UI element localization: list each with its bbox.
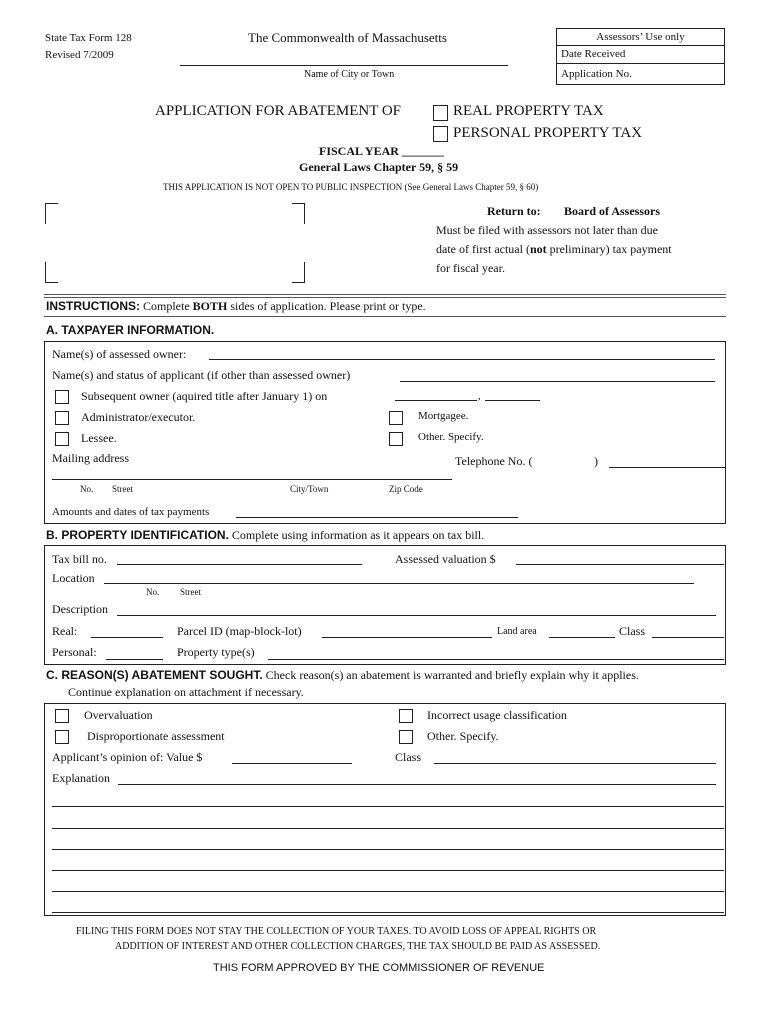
instructions-rule-top [44, 294, 726, 295]
owner-names-label: Name(s) of assessed owner: [52, 347, 187, 361]
mailing-address-label: Mailing address [52, 451, 129, 465]
personal-label: Personal: [52, 645, 97, 659]
address-zip-label: Zip Code [389, 484, 423, 494]
explanation-line-6[interactable] [52, 891, 724, 892]
instructions-text-b: sides of application. Please print or type. [227, 299, 426, 313]
section-c-continue: Continue explanation on attachment if necessary. [68, 685, 304, 699]
owner-names-line[interactable] [209, 359, 715, 360]
application-no-label: Application No. [561, 68, 632, 80]
return-to-label: Return to: [487, 204, 541, 218]
mortgagee-checkbox[interactable] [389, 411, 403, 425]
overvaluation-label: Overvaluation [84, 708, 153, 722]
other-specify-c-checkbox[interactable] [399, 730, 413, 744]
instructions-rule-bottom [44, 316, 726, 317]
amounts-dates-line[interactable] [236, 517, 518, 518]
not-open-notice: THIS APPLICATION IS NOT OPEN TO PUBLIC INSPECTION (See General Laws Chapter 59, § 60) [163, 182, 539, 192]
instructions [46, 299, 426, 314]
description-line[interactable] [117, 615, 716, 616]
date-received-label: Date Received [561, 48, 626, 60]
class-c-line[interactable] [434, 763, 716, 764]
other-specify-a-label: Other. Specify. [418, 431, 484, 443]
footer-warning-line1: FILING THIS FORM DOES NOT STAY THE COLLECTION OF YOUR TAXES. TO AVOID LOSS OF APPEAL RIGHTS OR [76, 926, 597, 937]
land-area-label: Land area [497, 626, 537, 637]
applicant-names-label: Name(s) and status of applicant (if other than assessed owner) [52, 368, 351, 382]
mortgagee-label: Mortgagee. [418, 410, 469, 422]
amounts-dates-label: Amounts and dates of tax payments [52, 506, 210, 518]
address-corner-top-left [45, 203, 58, 224]
section-c-heading: C. REASON(S) ABATEMENT SOUGHT. [46, 668, 263, 682]
footer-approved: THIS FORM APPROVED BY THE COMMISSIONER OF REVENUE [213, 962, 545, 974]
real-line[interactable] [91, 637, 163, 638]
applicant-names-line[interactable] [400, 381, 715, 382]
real-property-label: REAL PROPERTY TAX [453, 103, 604, 119]
return-note-line1: Must be filed with assessors not later than due [436, 223, 658, 237]
section-c-heading-row [46, 668, 639, 683]
city-name-line[interactable] [180, 65, 508, 66]
address-no-label: No. [80, 484, 94, 494]
application-title: APPLICATION FOR ABATEMENT OF [155, 103, 402, 119]
personal-line[interactable] [106, 659, 163, 660]
parcel-id-line[interactable] [322, 637, 492, 638]
address-corner-bottom-left [45, 262, 58, 283]
administrator-checkbox[interactable] [55, 411, 69, 425]
incorrect-usage-label: Incorrect usage classification [427, 708, 567, 722]
address-corner-top-right [292, 203, 305, 224]
general-laws: General Laws Chapter 59, § 59 [299, 160, 459, 174]
assessors-use-title: Assessors’ Use only [557, 29, 724, 46]
return-note-line2-b: preliminary) tax payment [546, 242, 672, 256]
telephone-close-paren: ) [594, 454, 598, 468]
other-specify-a-checkbox[interactable] [389, 432, 403, 446]
mailing-address-line[interactable] [52, 479, 452, 480]
footer-warning-line2: ADDITION OF INTEREST AND OTHER COLLECTION CHARGES, THE TAX SHOULD BE PAID AS ASSESSED. [115, 941, 601, 952]
instructions-both: BOTH [192, 299, 228, 313]
personal-property-label: PERSONAL PROPERTY TAX [453, 125, 643, 141]
instructions-rule-top-2 [44, 297, 726, 298]
tax-bill-line[interactable] [117, 564, 362, 565]
explanation-label: Explanation [52, 771, 110, 785]
incorrect-usage-checkbox[interactable] [399, 709, 413, 723]
property-types-line[interactable] [268, 659, 724, 660]
class-b-line[interactable] [652, 637, 724, 638]
lessee-label: Lessee. [81, 431, 117, 445]
applicant-opinion-label: Applicant’s opinion of: Value $ [52, 750, 203, 764]
address-street-label: Street [112, 484, 133, 494]
assessed-valuation-line[interactable] [516, 564, 724, 565]
administrator-label: Administrator/executor. [81, 410, 196, 424]
commonwealth-title: The Commonwealth of Massachusetts [248, 30, 447, 45]
lessee-checkbox[interactable] [55, 432, 69, 446]
opinion-value-line[interactable] [232, 763, 352, 764]
section-c-note: Check reason(s) an abatement is warranted and briefly explain why it applies. [262, 668, 639, 682]
section-b-heading-row [46, 528, 484, 543]
fiscal-year: FISCAL YEAR _______ [319, 144, 444, 158]
revised-date: Revised 7/2009 [45, 49, 114, 61]
subsequent-owner-label: Subsequent owner (aquired title after January 1) on [81, 389, 328, 403]
return-note-line2-a: date of first actual ( [436, 242, 530, 256]
assessors-box-divider [557, 63, 724, 64]
return-note-line3: for fiscal year. [436, 261, 505, 275]
telephone-line[interactable] [609, 467, 725, 468]
subsequent-owner-date-line[interactable] [395, 400, 477, 401]
description-label: Description [52, 602, 108, 616]
parcel-id-label: Parcel ID (map-block-lot) [177, 624, 302, 638]
subsequent-owner-comma: , [478, 390, 481, 402]
tax-bill-label: Tax bill no. [52, 552, 107, 566]
other-specify-c-label: Other. Specify. [427, 729, 499, 743]
assessors-use-box [556, 28, 725, 85]
section-b-heading: B. PROPERTY IDENTIFICATION. [46, 528, 229, 542]
instructions-text-a: Complete [140, 299, 193, 313]
location-label: Location [52, 571, 95, 585]
explanation-line-7[interactable] [52, 912, 724, 913]
telephone-label: Telephone No. ( [455, 454, 533, 468]
disproportionate-checkbox[interactable] [55, 730, 69, 744]
personal-property-checkbox[interactable] [433, 126, 448, 142]
explanation-line-2[interactable] [52, 806, 724, 807]
explanation-line-4[interactable] [52, 849, 724, 850]
land-area-line[interactable] [549, 637, 615, 638]
subsequent-owner-year-line[interactable] [485, 400, 540, 401]
real-label: Real: [52, 624, 78, 638]
class-c-label: Class [395, 750, 422, 764]
overvaluation-checkbox[interactable] [55, 709, 69, 723]
board-of-assessors: Board of Assessors [564, 204, 661, 218]
location-no-label: No. [146, 587, 160, 597]
section-b-note: Complete using information as it appears on tax bill. [228, 528, 485, 542]
property-types-label: Property type(s) [177, 645, 255, 659]
explanation-line-5[interactable] [52, 870, 724, 871]
real-property-checkbox[interactable] [433, 105, 448, 121]
subsequent-owner-checkbox[interactable] [55, 390, 69, 404]
section-b-box [44, 545, 726, 665]
location-street-label: Street [180, 587, 201, 597]
return-note-not: not [529, 242, 547, 256]
class-b-label: Class [619, 624, 646, 638]
explanation-line-3[interactable] [52, 828, 724, 829]
assessed-valuation-label: Assessed valuation $ [395, 552, 496, 566]
section-a-heading: A. TAXPAYER INFORMATION. [46, 323, 215, 337]
return-note-line2 [436, 242, 672, 257]
location-line[interactable] [104, 583, 694, 584]
instructions-label: INSTRUCTIONS: [46, 299, 140, 313]
address-corner-bottom-right [292, 262, 305, 283]
form-number: State Tax Form 128 [45, 32, 132, 44]
explanation-line-1[interactable] [118, 784, 716, 785]
disproportionate-label: Disproportionate assessment [87, 729, 225, 743]
address-city-label: City/Town [290, 484, 329, 494]
city-name-label: Name of City or Town [304, 69, 395, 80]
